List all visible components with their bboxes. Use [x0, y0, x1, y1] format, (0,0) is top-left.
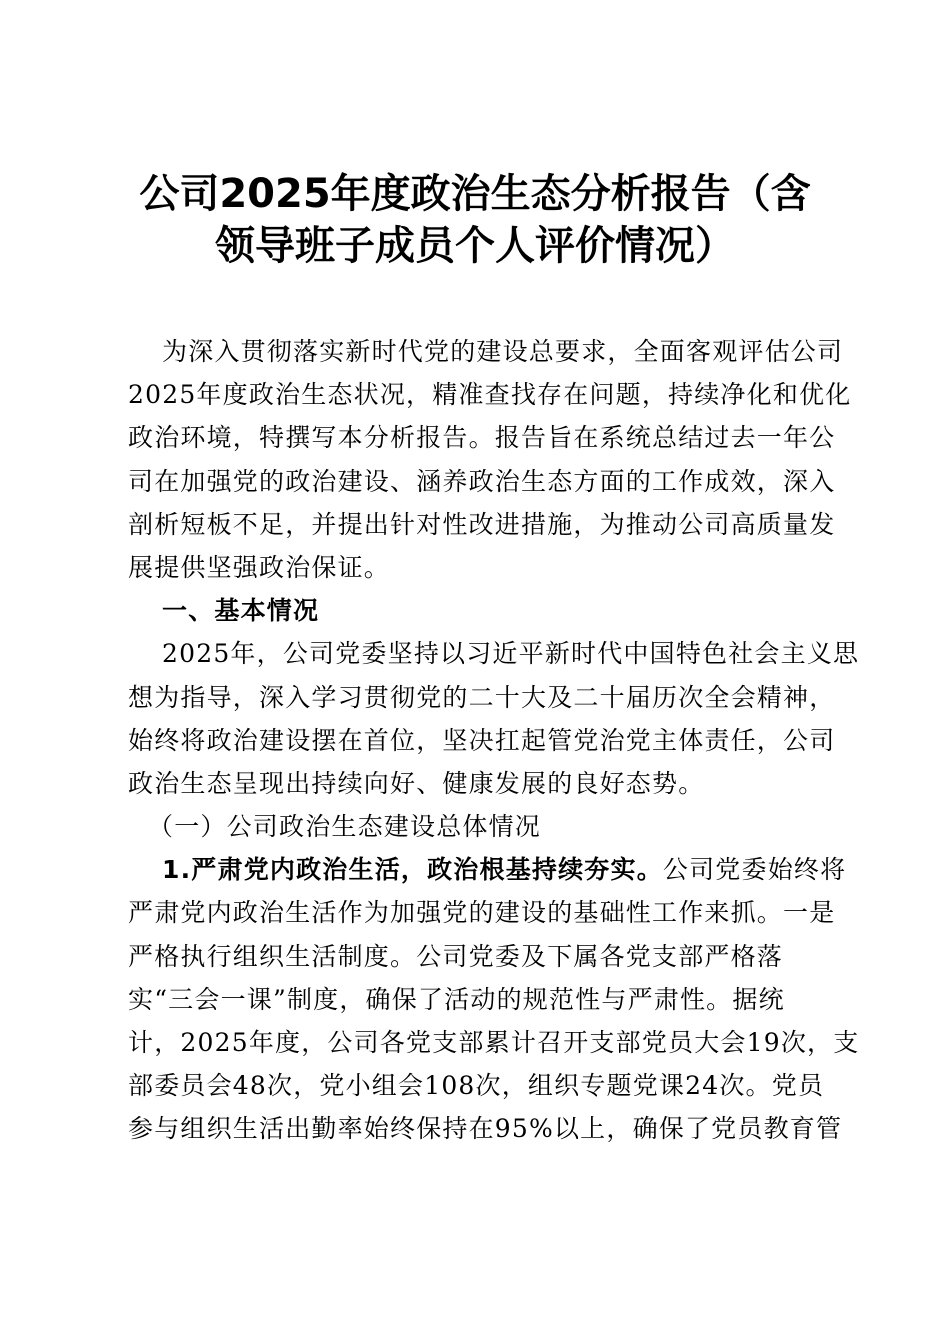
text-line: 政治环境，特撰写本分析报告。报告旨在系统总结过去一年公 [128, 423, 836, 453]
subsection-heading: （一）公司政治生态建设总体情况 [148, 812, 542, 842]
point-lead-text: 1.严肃党内政治生活，政治根基持续夯实。 [162, 855, 663, 885]
text-line: 2025年，公司党委坚持以习近平新时代中国特色社会主义思 [162, 639, 860, 669]
text-line: 计，2025年度，公司各党支部累计召开支部党员大会19次，支 [128, 1028, 860, 1057]
text-line: 严肃党内政治生活作为加强党的建设的基础性工作来抓。一是 [128, 898, 836, 928]
text-line: 2025年度政治生态状况，精准查找存在问题，持续净化和优化 [128, 380, 852, 410]
text-line: 实“三会一课”制度，确保了活动的规范性与严肃性。据统 [128, 984, 785, 1014]
text-line: 为深入贯彻落实新时代党的建设总要求，全面客观评估公司 [162, 337, 844, 366]
text-line: 展提供坚强政治保证。 [128, 552, 391, 582]
text-line: 司在加强党的政治建设、涵养政治生态方面的工作成效，深入 [128, 466, 836, 496]
text-line: 想为指导，深入学习贯彻党的二十大及二十届历次全会精神， [128, 682, 836, 712]
text-line: 政治生态呈现出持续向好、健康发展的良好态势。 [128, 768, 705, 798]
title-line-1: 公司2025年度政治生态分析报告（含 [139, 171, 811, 217]
intro-paragraph [128, 330, 852, 589]
document-title [0, 168, 950, 272]
point-lead-rest: 公司党委始终将 [662, 855, 847, 885]
text-line [128, 848, 847, 891]
section-heading: 一、基本情况 [162, 596, 320, 626]
section1-paragraph [128, 632, 860, 805]
document-body [128, 330, 860, 1151]
text-line: 参与组织生活出勤率始终保持在95%以上，确保了党员教育管 [128, 1114, 843, 1144]
text-line: 部委员会48次，党小组会108次，组织专题党课24次。党员 [128, 1071, 825, 1101]
text-line: 剖析短板不足，并提出针对性改进措施，为推动公司高质量发 [128, 509, 836, 539]
title-line-2: 领导班子成员个人评价情况） [215, 223, 735, 269]
text-line: 始终将政治建设摆在首位，坚决扛起管党治党主体责任，公司 [128, 725, 836, 755]
text-line: 严格执行组织生活制度。公司党委及下属各党支部严格落 [128, 941, 784, 971]
point1-paragraph [128, 848, 860, 1150]
